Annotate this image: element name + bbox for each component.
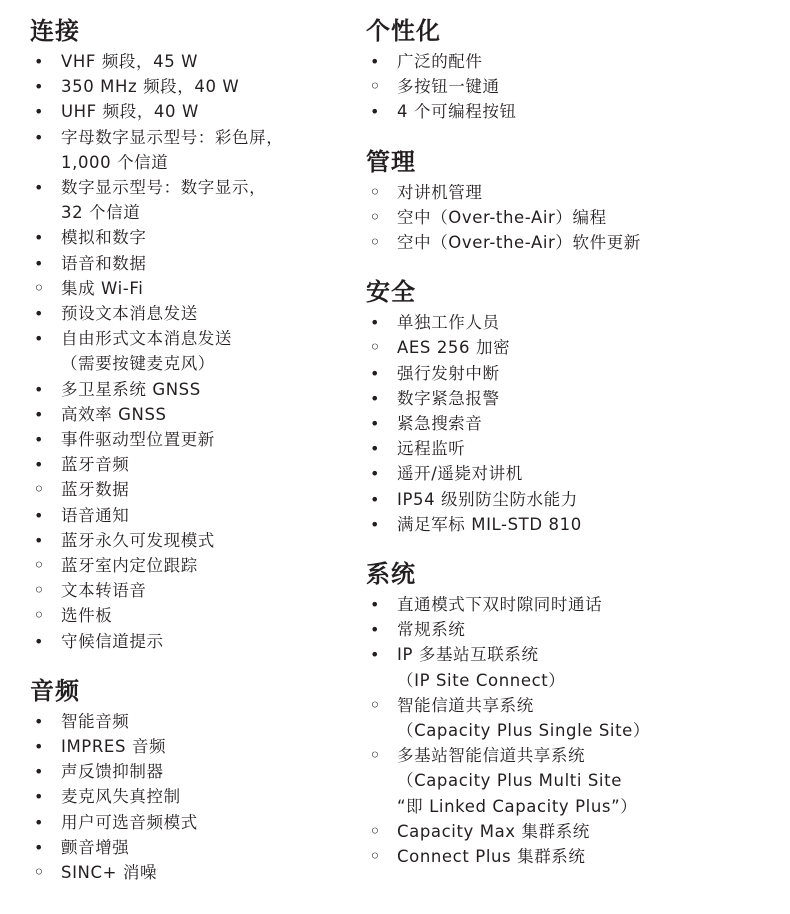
- hollow-bullet-icon: [33, 603, 45, 631]
- filled-bullet-icon: [33, 377, 45, 404]
- feature-item-text: 350 MHz 频段，40 W: [61, 77, 240, 97]
- feature-list: [366, 49, 776, 125]
- filled-bullet-icon: [33, 709, 45, 736]
- feature-item: [366, 99, 776, 124]
- hollow-bullet-icon: [33, 553, 45, 581]
- feature-item-text: 用户可选音频模式: [61, 812, 198, 832]
- feature-item-text: 智能音频: [61, 711, 130, 731]
- feature-item-text: VHF 频段，45 W: [61, 52, 199, 71]
- feature-item-text: 语音通知: [61, 505, 130, 525]
- feature-item: [30, 452, 350, 477]
- filled-bullet-icon: [369, 411, 381, 438]
- feature-list: [30, 709, 350, 885]
- feature-item: [30, 125, 350, 175]
- feature-list: [30, 49, 350, 654]
- feature-item-text: 蓝牙音频: [61, 455, 130, 475]
- feature-item-text: 广泛的配件: [397, 52, 483, 71]
- filled-bullet-icon: [33, 175, 45, 202]
- feature-item-text: 常规系统: [397, 620, 466, 640]
- filled-bullet-icon: [33, 759, 45, 786]
- filled-bullet-icon: [369, 99, 381, 126]
- feature-item-text: 蓝牙永久可发现模式: [61, 530, 215, 550]
- feature-item-text: 守候信道提示: [61, 631, 164, 651]
- feature-item: [30, 276, 350, 301]
- feature-section: [30, 14, 350, 654]
- feature-item-text: 强行发射中断: [397, 363, 500, 383]
- left-column: [30, 14, 350, 905]
- feature-item: [30, 49, 350, 74]
- feature-item-text: 多按钮一键通: [397, 77, 500, 97]
- filled-bullet-icon: [33, 427, 45, 454]
- feature-item: [30, 709, 350, 734]
- feature-item: [30, 427, 350, 452]
- feature-section: [366, 14, 776, 125]
- feature-item: [366, 436, 776, 461]
- hollow-bullet-icon: [369, 844, 381, 872]
- feature-item: [366, 386, 776, 411]
- feature-item: [30, 528, 350, 553]
- feature-item: [30, 810, 350, 835]
- feature-item: [30, 734, 350, 759]
- filled-bullet-icon: [33, 503, 45, 530]
- hollow-bullet-icon: [369, 180, 381, 208]
- section-title: 管理: [366, 147, 416, 176]
- section-title: 系统: [366, 560, 416, 589]
- filled-bullet-icon: [369, 461, 381, 488]
- feature-list: [366, 310, 776, 537]
- feature-item-text: 空中（Over-the-Air）编程: [397, 207, 607, 227]
- feature-item: [366, 335, 776, 360]
- hollow-bullet-icon: [369, 819, 381, 847]
- filled-bullet-icon: [33, 452, 45, 479]
- feature-item: [30, 603, 350, 628]
- feature-item: [366, 230, 776, 255]
- feature-item-text: 模拟和数字: [61, 228, 147, 248]
- feature-item-text: 字母数字显示型号：彩色屏， 1,000 个信道: [61, 127, 284, 172]
- section-title: 个性化: [366, 17, 441, 45]
- feature-item: [30, 402, 350, 427]
- feature-item: [30, 99, 350, 124]
- feature-item-text: 数字紧急报警: [397, 388, 500, 408]
- feature-item: [30, 477, 350, 502]
- feature-item-text: 声反馈抑制器: [61, 762, 164, 782]
- feature-item-text: 集成 Wi-Fi: [61, 278, 144, 298]
- feature-item: [366, 310, 776, 335]
- filled-bullet-icon: [33, 99, 45, 126]
- filled-bullet-icon: [369, 49, 381, 76]
- feature-item: [30, 74, 350, 99]
- feature-item-text: SINC+ 消噪: [61, 863, 158, 883]
- feature-item: [366, 592, 776, 617]
- feature-item: [366, 743, 776, 819]
- filled-bullet-icon: [33, 74, 45, 101]
- filled-bullet-icon: [33, 251, 45, 278]
- feature-item: [30, 759, 350, 784]
- hollow-bullet-icon: [33, 578, 45, 606]
- filled-bullet-icon: [33, 784, 45, 811]
- filled-bullet-icon: [369, 592, 381, 619]
- feature-item: [366, 844, 776, 869]
- feature-item-text: 紧急搜索音: [397, 414, 483, 434]
- hollow-bullet-icon: [369, 205, 381, 233]
- feature-item: [30, 251, 350, 276]
- feature-item-text: 蓝牙室内定位跟踪: [61, 556, 198, 576]
- filled-bullet-icon: [33, 402, 45, 429]
- feature-item: [366, 180, 776, 205]
- feature-item: [366, 205, 776, 230]
- feature-item-text: 麦克风失真控制: [61, 787, 181, 807]
- feature-item: [366, 361, 776, 386]
- feature-item: [30, 629, 350, 654]
- filled-bullet-icon: [33, 49, 45, 76]
- hollow-bullet-icon: [33, 276, 45, 304]
- feature-item-text: 数字显示型号：数字显示， 32 个信道: [61, 178, 267, 223]
- feature-item-text: 事件驱动型位置更新: [61, 430, 215, 450]
- feature-item: [366, 411, 776, 436]
- hollow-bullet-icon: [369, 693, 381, 721]
- feature-item-text: 选件板: [61, 606, 113, 626]
- hollow-bullet-icon: [33, 477, 45, 505]
- feature-item-text: 多基站智能信道共享系统 （Capacity Plus Multi Site “即 Linked Capacity Plus”）: [397, 746, 638, 816]
- feature-item-text: 远程监听: [397, 439, 466, 459]
- feature-item: [30, 503, 350, 528]
- section-title: 连接: [30, 17, 80, 45]
- filled-bullet-icon: [369, 617, 381, 644]
- feature-list: [366, 180, 776, 256]
- hollow-bullet-icon: [33, 860, 45, 888]
- feature-item-text: 语音和数据: [61, 253, 147, 273]
- feature-item-text: 预设文本消息发送: [61, 304, 198, 324]
- feature-item-text: Connect Plus 集群系统: [397, 847, 586, 867]
- filled-bullet-icon: [33, 301, 45, 328]
- section-title: 音频: [30, 676, 80, 705]
- feature-item-text: 空中（Over-the-Air）软件更新: [397, 233, 641, 253]
- filled-bullet-icon: [369, 512, 381, 539]
- feature-item: [30, 784, 350, 809]
- feature-item: [30, 326, 350, 376]
- right-column: [366, 14, 776, 889]
- feature-item: [30, 578, 350, 603]
- feature-item: [366, 642, 776, 692]
- feature-item-text: 智能信道共享系统 （Capacity Plus Single Site）: [397, 695, 651, 741]
- feature-item: [366, 819, 776, 844]
- feature-item: [30, 553, 350, 578]
- feature-item-text: 直通模式下双时隙同时通话: [397, 595, 603, 615]
- feature-section: [366, 275, 776, 537]
- filled-bullet-icon: [33, 225, 45, 252]
- feature-section: [30, 674, 350, 885]
- feature-item-text: 满足军标 MIL-STD 810: [397, 514, 582, 534]
- feature-item-text: 蓝牙数据: [61, 480, 130, 500]
- feature-item-text: 文本转语音: [61, 581, 147, 601]
- feature-section: [366, 145, 776, 256]
- feature-item: [366, 617, 776, 642]
- feature-item-text: 高效率 GNSS: [61, 404, 167, 424]
- filled-bullet-icon: [369, 310, 381, 337]
- feature-item-text: 颤音增强: [61, 837, 130, 857]
- filled-bullet-icon: [369, 361, 381, 388]
- filled-bullet-icon: [33, 734, 45, 761]
- filled-bullet-icon: [33, 629, 45, 656]
- filled-bullet-icon: [33, 125, 45, 152]
- feature-item: [366, 74, 776, 99]
- feature-item-text: IMPRES 音频: [61, 737, 167, 757]
- feature-item: [366, 693, 776, 743]
- feature-item-text: IP54 级别防尘防水能力: [397, 489, 578, 509]
- filled-bullet-icon: [33, 326, 45, 353]
- feature-item: [30, 860, 350, 885]
- feature-item: [30, 225, 350, 250]
- feature-item-text: 单独工作人员: [397, 313, 500, 333]
- filled-bullet-icon: [369, 436, 381, 463]
- hollow-bullet-icon: [369, 74, 381, 102]
- hollow-bullet-icon: [369, 230, 381, 258]
- hollow-bullet-icon: [369, 335, 381, 363]
- feature-item: [366, 461, 776, 486]
- feature-item-text: 多卫星系统 GNSS: [61, 379, 201, 399]
- feature-item-text: Capacity Max 集群系统: [397, 821, 590, 841]
- filled-bullet-icon: [369, 487, 381, 514]
- feature-item-text: 4 个可编程按钮: [397, 102, 517, 122]
- feature-item-text: 自由形式文本消息发送 （需要按键麦克风）: [61, 329, 232, 374]
- feature-list: [366, 592, 776, 869]
- feature-item-text: AES 256 加密: [397, 338, 511, 358]
- feature-item-text: 对讲机管理: [397, 182, 483, 202]
- filled-bullet-icon: [369, 642, 381, 669]
- hollow-bullet-icon: [369, 743, 381, 771]
- feature-item-text: 遥开/遥毙对讲机: [397, 464, 523, 484]
- filled-bullet-icon: [369, 386, 381, 413]
- feature-item-text: IP 多基站互联系统 （IP Site Connect）: [397, 645, 566, 690]
- feature-item: [366, 487, 776, 512]
- section-title: 安全: [366, 278, 416, 307]
- filled-bullet-icon: [33, 528, 45, 555]
- feature-item: [30, 835, 350, 860]
- feature-item: [366, 512, 776, 537]
- filled-bullet-icon: [33, 835, 45, 862]
- feature-item: [30, 301, 350, 326]
- feature-item-text: UHF 频段，40 W: [61, 102, 199, 122]
- feature-item: [30, 377, 350, 402]
- feature-item: [366, 49, 776, 74]
- feature-item: [30, 175, 350, 225]
- filled-bullet-icon: [33, 810, 45, 837]
- feature-section: [366, 557, 776, 869]
